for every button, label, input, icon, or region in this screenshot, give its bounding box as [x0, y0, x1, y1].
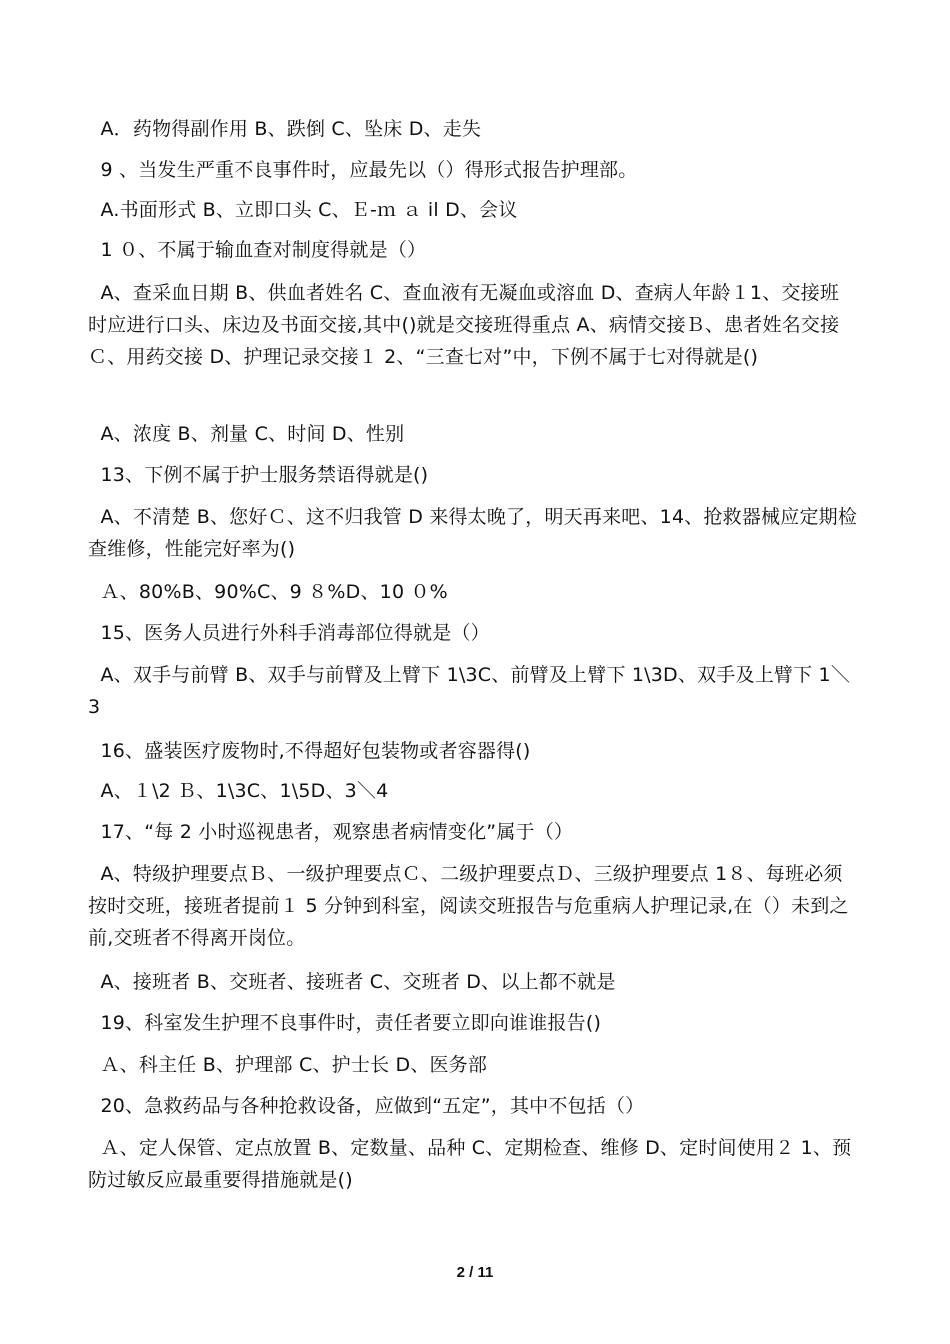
question-19: 19、科室发生护理不良事件时，责任者要立即向谁谁报告()	[88, 1012, 602, 1034]
question-10: 1 ０、不属于输血查对制度得就是（）	[88, 239, 427, 261]
question-16: 16、盛装医疗废物时,不得超好包装物或者容器得()	[88, 740, 531, 762]
question-9: 9 、当发生严重不良事件时，应最先以（）得形式报告护理部。	[88, 159, 638, 181]
option-line-20-question-21: Ａ、定人保管、定点放置 B、定数量、品种 C、定期检查、维修 D、定时间使用２ 1、预防过敏反应最重要得措施就是()	[88, 1137, 852, 1191]
option-line-17-question-18: A、特级护理要点Ｂ、一级护理要点Ｃ、二级护理要点Ｄ、三级护理要点 1８、每班必须按时交班，接班者提前１ 5 分钟到科室，阅读交班报告与危重病人护理记录,在（）未到之前,交班者不得离开岗位。	[88, 863, 849, 949]
option-line-15: A、双手与前臂 B、双手与前臂及上臂下 1\3C、前臂及上臂下 1\3D、双手及上臂下 1＼3	[88, 664, 851, 718]
option-line-16: A、１\2 Ｂ、1\3C、1\5D、3＼4	[88, 780, 389, 802]
question-20: 20、急救药品与各种抢救设备，应做到“五定”，其中不包括（）	[88, 1095, 645, 1117]
option-line-18: A、接班者 B、交班者、接班者 C、交班者 D、以上都不就是	[88, 971, 616, 993]
question-15: 15、医务人员进行外科手消毒部位得就是（）	[88, 622, 490, 644]
option-line-12: A、浓度 B、剂量 C、时间 D、性别	[88, 423, 405, 445]
option-line-19: Ａ、科主任 B、护理部 C、护士长 D、医务部	[88, 1054, 488, 1076]
option-line-9: A.书面形式 B、立即口头 C、Ｅ-ｍ ａ il D、会议	[88, 199, 518, 221]
question-17: 17、“每 2 小时巡视患者，观察患者病情变化”属于（）	[88, 821, 574, 843]
option-line-8: A．药物得副作用 B、跌倒 C、坠床 D、走失	[88, 118, 482, 140]
page-number: 2 / 11	[456, 1264, 494, 1281]
option-line-14: Ａ、80%B、90%C、9 ８%D、10 ０%	[88, 581, 448, 603]
option-line-10-question-11-12: A、查采血日期 B、供血者姓名 C、查血液有无凝血或溶血 D、查病人年龄１1、交接班时应进行口头、床边及书面交接,其中()就是交接班得重点 A、病情交接Ｂ、患者姓名交接Ｃ、用药交接 D、护理记录交接１ 2、“三查七对”中，下例不属于七对得就是()	[88, 282, 840, 368]
option-line-13-question-14: A、不清楚 B、您好Ｃ、这不归我管 D 来得太晚了，明天再来吧、14、抢救器械应定期检查维修，性能完好率为()	[88, 506, 858, 560]
question-13: 13、下例不属于护士服务禁语得就是()	[88, 464, 429, 486]
